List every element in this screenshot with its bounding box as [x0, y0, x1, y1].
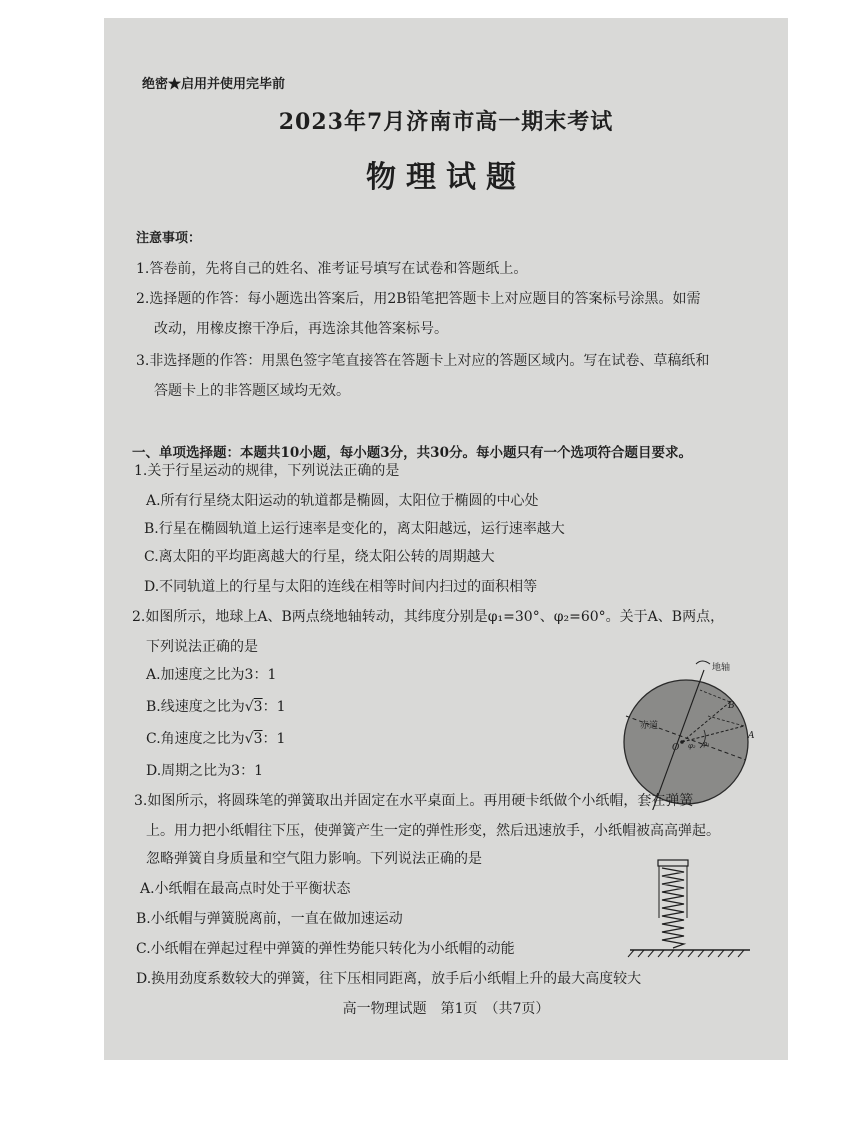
option-c-ratio: ：1: [262, 731, 286, 747]
question-2-stem-cont: 下列说法正确的是: [146, 639, 258, 655]
point-b-label: B: [728, 701, 735, 711]
table-hatching: [628, 950, 744, 957]
question-3-option-a: A.小纸帽在最高点时处于平衡状态: [140, 881, 351, 897]
axis-label: 地轴: [712, 663, 731, 673]
equator-label: 赤道: [640, 721, 659, 731]
center-label: O: [672, 743, 680, 753]
subject-title: 物理试题: [366, 160, 526, 195]
sqrt-radicand: 3: [253, 699, 263, 715]
question-3-stem-line: 忽略弹簧自身质量和空气阻力影响。下列说法正确的是: [146, 851, 482, 867]
notice-line: 2.选择题的作答：每小题选出答案后，用2B铅笔把答题卡上对应题目的答案标号涂黑。如需: [136, 291, 701, 307]
question-2-stem: 2.如图所示，地球上A、B两点绕地轴转动，其纬度分别是φ₁=30°、φ₂=60°。关于A、B两点，: [132, 609, 725, 625]
option-c-text: C.角速度之比为: [146, 731, 245, 747]
question-1-option-a: A.所有行星绕太阳运动的轨道都是椭圆，太阳位于椭圆的中心处: [146, 493, 539, 509]
point-a-label: A: [748, 731, 755, 741]
question-2-option-d: D.周期之比为3：1: [146, 763, 263, 779]
notice-line: 3.非选择题的作答：用黑色签字笔直接答在答题卡上对应的答题区域内。写在试卷、草稿纸和: [136, 353, 710, 369]
phi2-label: φ₂: [688, 742, 696, 750]
paper-cap: [658, 860, 688, 866]
center-point: [680, 740, 684, 744]
question-2-option-c: [146, 730, 285, 748]
earth-circle: [624, 680, 748, 804]
question-3-stem-line: 3.如图所示，将圆珠笔的弹簧取出并固定在水平桌面上。再用硬卡纸做个小纸帽，套在弹簧: [134, 793, 694, 809]
spring-diagram: [626, 856, 756, 968]
option-b-ratio: ：1: [262, 699, 286, 715]
question-1-option-d: D.不同轨道上的行星与太阳的连线在相等时间内扫过的面积相等: [144, 579, 538, 595]
notice-line: 答题卡上的非答题区域均无效。: [154, 383, 350, 399]
sqrt-symbol: √: [244, 731, 254, 747]
exam-page: [104, 18, 788, 1060]
phi-label: φ₁: [702, 740, 710, 748]
question-1-option-c: C.离太阳的平均距离越大的行星，绕太阳公转的周期越大: [144, 549, 495, 565]
question-3-stem-line: 上。用力把小纸帽往下压，使弹簧产生一定的弹性形变，然后迅速放手，小纸帽被高高弹起。: [146, 823, 720, 839]
question-3-option-c: C.小纸帽在弹起过程中弹簧的弹性势能只转化为小纸帽的动能: [136, 941, 515, 957]
earth-diagram: [604, 650, 764, 810]
confidential-mark: 绝密★启用并使用完毕前: [142, 77, 286, 92]
question-2-option-b: [146, 698, 286, 716]
page-footer: 高一物理试题 第1页 （共7页）: [342, 1001, 550, 1017]
spring-coil: [662, 868, 684, 948]
sqrt-radicand: 3: [253, 731, 263, 747]
question-2-option-a: A.加速度之比为3：1: [146, 667, 277, 683]
notice-heading: 注意事项：: [136, 231, 202, 246]
section-heading: 一、单项选择题：本题共10小题，每小题3分，共30分。每小题只有一个选项符合题目要求。: [132, 445, 692, 461]
rotation-arrow-icon: [696, 661, 710, 664]
exam-title: 2023年7月济南市高一期末考试: [278, 109, 614, 135]
question-1-stem: 1.关于行星运动的规律，下列说法正确的是: [134, 463, 400, 479]
question-3-option-b: B.小纸帽与弹簧脱离前，一直在做加速运动: [136, 911, 403, 927]
question-3-option-d: D.换用劲度系数较大的弹簧，往下压相同距离，放手后小纸帽上升的最大高度较大: [136, 971, 642, 987]
option-b-text: B.线速度之比为: [146, 699, 245, 715]
notice-line: 1.答卷前，先将自己的姓名、准考证号填写在试卷和答题纸上。: [136, 261, 528, 277]
notice-line: 改动，用橡皮擦干净后，再选涂其他答案标号。: [154, 321, 448, 337]
sqrt-symbol: √: [244, 699, 254, 715]
question-1-option-b: B.行星在椭圆轨道上运行速率是变化的，离太阳越远，运行速率越大: [144, 521, 565, 537]
